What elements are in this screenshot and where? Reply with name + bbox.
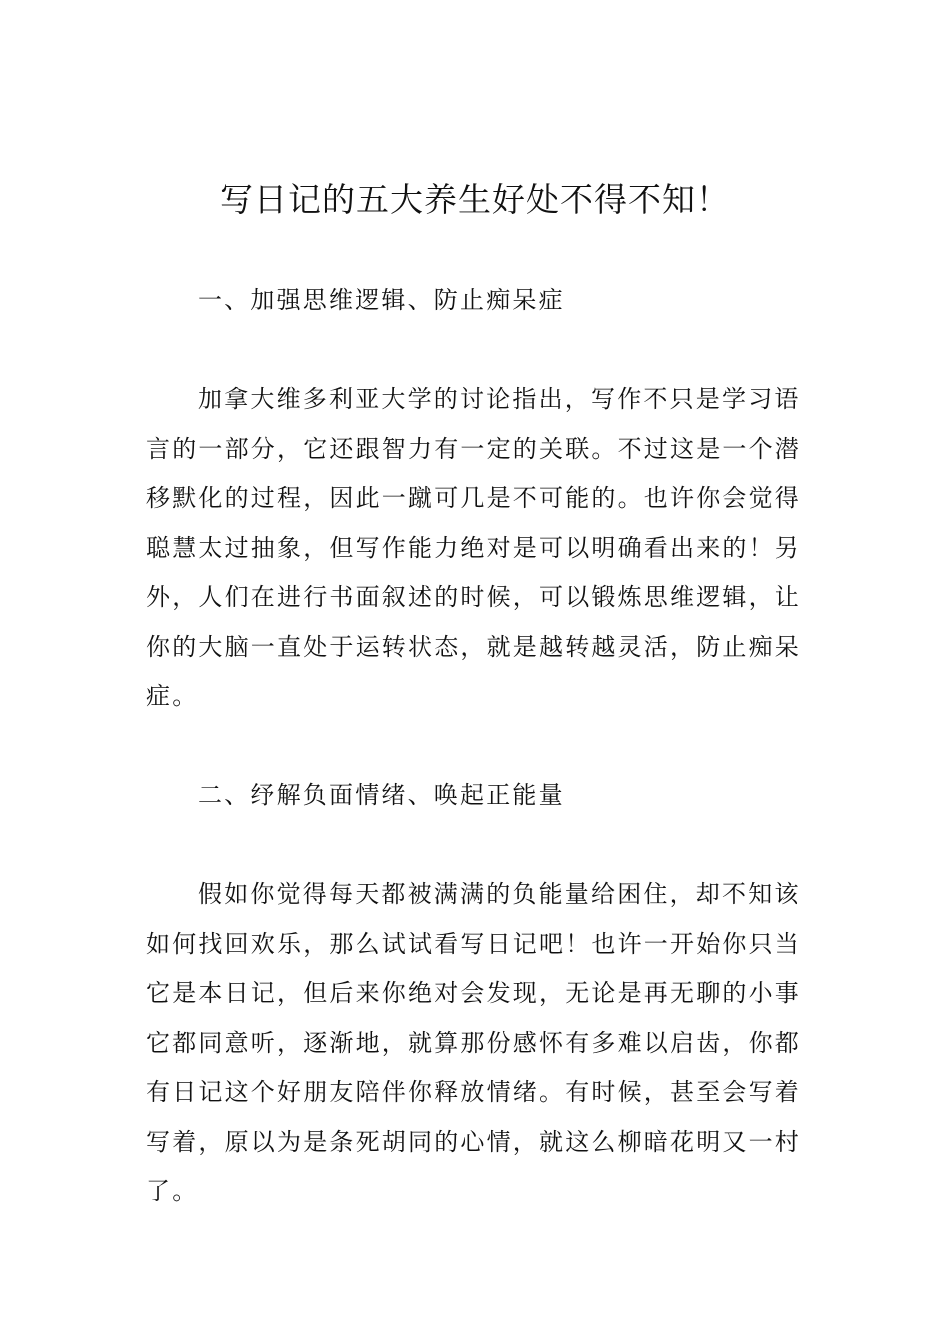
paragraph-line: 聪慧太过抽象，但写作能力绝对是可以明确看出来的！另 — [146, 533, 801, 562]
section-1-heading: 一、加强思维逻辑、防止痴呆症 — [198, 286, 565, 314]
paragraph-line: 它是本日记，但后来你绝对会发现，无论是再无聊的小事 — [146, 979, 801, 1007]
document-title: 写日记的五大养生好处不得不知！ — [220, 180, 730, 219]
section-2-paragraph — [146, 870, 806, 1217]
section-1-paragraph — [146, 375, 806, 722]
paragraph-line: 如何找回欢乐，那么试试看写日记吧！也许一开始你只当 — [146, 929, 801, 958]
paragraph-line: 移默化的过程，因此一蹴可几是不可能的。也许你会觉得 — [146, 484, 801, 512]
paragraph-line: 你的大脑一直处于运转状态，就是越转越灵活，防止痴呆 — [146, 632, 801, 661]
paragraph-line: 假如你觉得每天都被满满的负能量给困住，却不知该 — [198, 880, 801, 908]
paragraph-line: 加拿大维多利亚大学的讨论指出，写作不只是学习语 — [198, 385, 801, 413]
paragraph-line: 言的一部分，它还跟智力有一定的关联。不过这是一个潜 — [146, 434, 801, 463]
paragraph-line: 症。 — [146, 682, 199, 710]
paragraph-line: 写着，原以为是条死胡同的心情，就这么柳暗花明又一村 — [146, 1127, 801, 1156]
paragraph-line: 它都同意听，逐渐地，就算那份感怀有多难以启齿，你都 — [146, 1028, 801, 1057]
section-2-heading: 二、纾解负面情绪、唤起正能量 — [198, 781, 565, 809]
paragraph-line: 有日记这个好朋友陪伴你释放情绪。有时候，甚至会写着 — [146, 1078, 801, 1106]
paragraph-line: 外，人们在进行书面叙述的时候，可以锻炼思维逻辑，让 — [146, 583, 801, 611]
paragraph-line: 了。 — [146, 1177, 199, 1205]
